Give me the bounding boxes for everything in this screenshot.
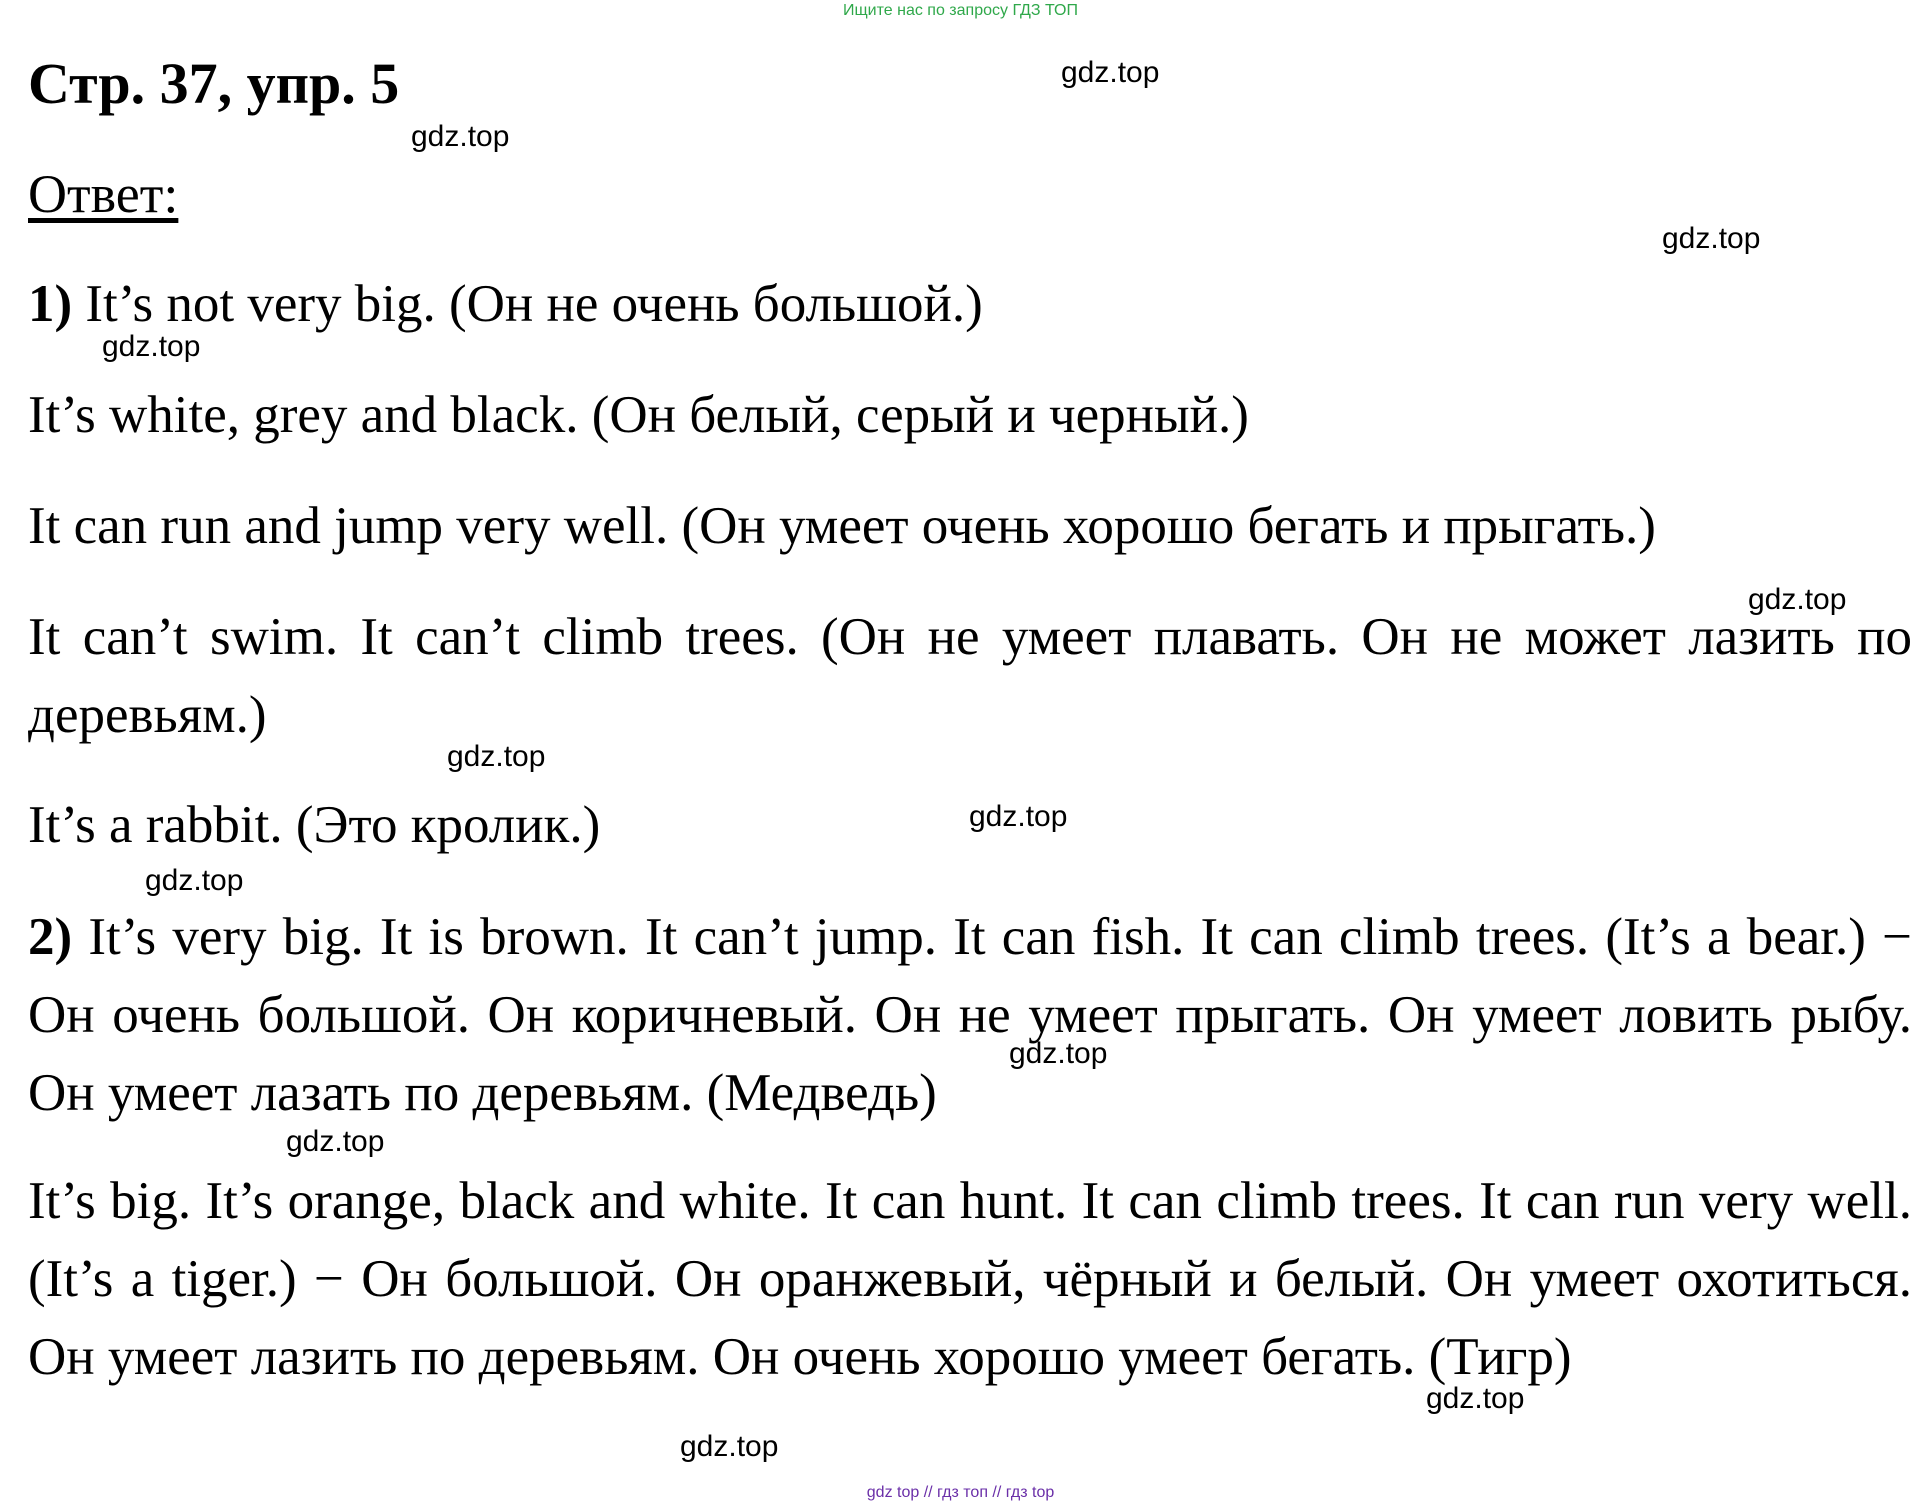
- section1-line5: It’s a rabbit. (Это кролик.): [28, 796, 601, 854]
- bottom-banner: gdz top // гдз топ // гдз top: [866, 1484, 1055, 1501]
- page-title: Стр. 37, упр. 5: [28, 51, 400, 116]
- section1-line3: It can run and jump very well. (Он умеет очень хорошо бегать и прыгать.): [28, 497, 1656, 555]
- section1-line1: [28, 265, 1912, 343]
- watermark: gdz.top: [1009, 1037, 1108, 1070]
- watermark: gdz.top: [145, 864, 244, 897]
- section1-line2: It’s white, grey and black. (Он белый, серый и черный.): [28, 386, 1249, 444]
- section2-paragraph1: [28, 898, 1912, 1132]
- watermark: gdz.top: [447, 740, 546, 773]
- watermark: gdz.top: [680, 1430, 779, 1463]
- watermark: gdz.top: [1426, 1382, 1525, 1415]
- watermark: gdz.top: [411, 120, 510, 153]
- section2-number: 2): [28, 908, 73, 966]
- watermark: gdz.top: [1662, 222, 1761, 255]
- watermark: gdz.top: [102, 330, 201, 363]
- section1-line4: It can’t swim. It can’t climb trees. (Он не умеет плавать. Он не может лазить по деревьям.): [28, 608, 1912, 744]
- section1-number: 1): [28, 275, 73, 333]
- section2-paragraph2: It’s big. It’s orange, black and white. It can hunt. It can climb trees. It can run very well. (It’s a tiger.) − Он большой. Он оранжевый, чёрный и белый. Он умеет охотиться. Он умеет лазить по деревьям. Он очень хорошо умеет бегать. (Тигр): [28, 1172, 1912, 1386]
- watermark: gdz.top: [969, 800, 1068, 833]
- section2-paragraph1-text: It’s very big. It is brown. It can’t jump. It can fish. It can climb trees. (It’s a bear.) − Он очень большой. Он коричневый. Он не умеет прыгать. Он умеет ловить рыбу. Он умеет лазать по деревьям. (Медведь): [28, 908, 1913, 1122]
- watermark: gdz.top: [1061, 56, 1160, 89]
- top-banner: Ищите нас по запросу ГДЗ ТОП: [843, 2, 1078, 19]
- section1-line1-text: It’s not very big. (Он не очень большой.): [85, 275, 983, 333]
- answer-label: Ответ:: [28, 164, 179, 224]
- watermark: gdz.top: [286, 1125, 385, 1158]
- watermark: gdz.top: [1748, 583, 1847, 616]
